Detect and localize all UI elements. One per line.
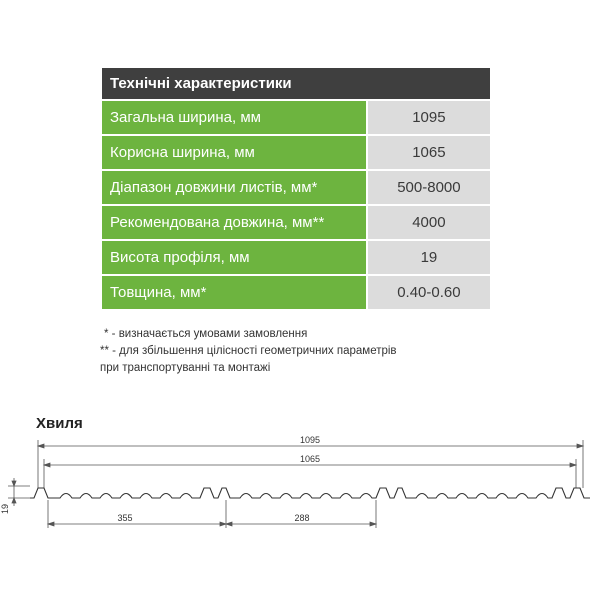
height-label: 19: [0, 503, 10, 514]
row-value: 500-8000: [367, 170, 490, 205]
table-row: [102, 205, 490, 240]
pitch-dimensions: [48, 500, 376, 528]
row-value: 19: [367, 240, 490, 275]
row-value: 1095: [367, 100, 490, 135]
total-width-label: 1095: [299, 435, 321, 445]
table-header: Технічні характеристики: [102, 68, 367, 100]
table-row: [102, 100, 490, 135]
row-value: 4000: [367, 205, 490, 240]
footnotes: [100, 326, 397, 377]
row-label: Товщина, мм*: [102, 275, 367, 309]
row-label: Діапазон довжини листів, мм*: [102, 170, 367, 205]
table-header-row: [102, 68, 490, 100]
footnote-2: ** - для збільшення цілісності геометричних параметрів: [100, 345, 397, 357]
row-label: Рекомендована довжина, мм**: [102, 205, 367, 240]
row-value: 1065: [367, 135, 490, 170]
pitch2-label: 288: [294, 513, 310, 523]
profile-line: [30, 488, 590, 498]
total-width-dimension: [38, 440, 583, 488]
row-label: Корисна ширина, мм: [102, 135, 367, 170]
height-dimension: [8, 478, 30, 506]
footnote-3: при транспортуванні та монтажі: [100, 362, 271, 374]
table-row: [102, 240, 490, 275]
row-label: Висота профіля, мм: [102, 240, 367, 275]
useful-width-label: 1065: [299, 454, 321, 464]
table-header-blank: [367, 68, 490, 100]
row-value: 0.40-0.60: [367, 275, 490, 309]
footnote-1: * - визначається умовами замовлення: [104, 328, 308, 340]
pitch1-label: 355: [117, 513, 133, 523]
row-label: Загальна ширина, мм: [102, 100, 367, 135]
table-row: [102, 170, 490, 205]
profile-title: Хвиля: [36, 415, 83, 432]
spec-table: [102, 68, 490, 309]
table-row: [102, 135, 490, 170]
profile-drawing: [0, 428, 600, 538]
table-row: [102, 275, 490, 309]
